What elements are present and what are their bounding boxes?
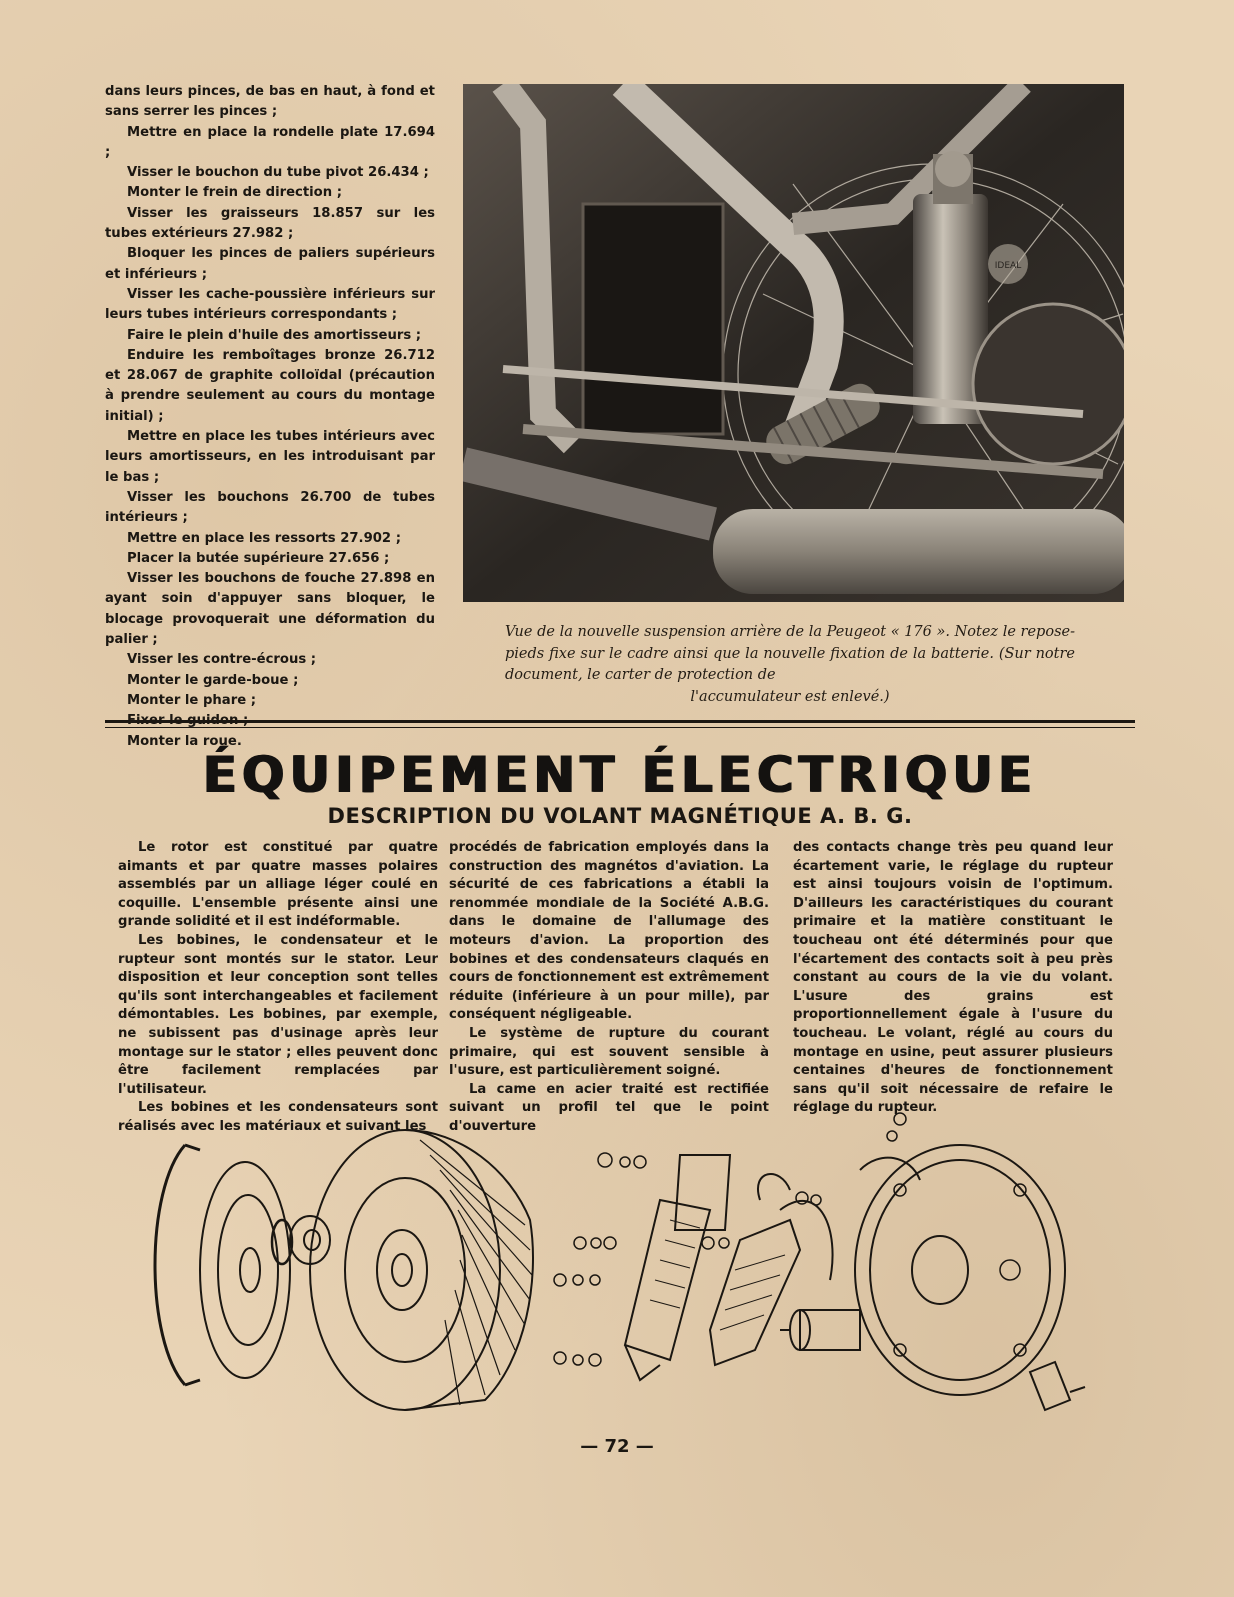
instruction-line: dans leurs pinces, de bas en haut, à fond et sans serrer les pinces ; — [105, 84, 435, 120]
instruction-line: Visser les bouchons de fouche 27.898 en ayant soin d'appuyer sans bloquer, le blocage provoquerait une déformation du palier ; — [105, 571, 435, 648]
instruction-line: Fixer le guidon ; — [127, 713, 249, 729]
instruction-line: Visser les graisseurs 18.857 sur les tubes extérieurs 27.982 ; — [105, 205, 435, 242]
instruction-line: Placer la butée supérieure 27.656 ; — [127, 550, 390, 566]
suspension-photo — [463, 84, 1124, 602]
instruction-line: Monter la roue. — [127, 733, 242, 749]
paragraph: des contacts change très peu quand leur écartement varie, le réglage du rupteur est ainsi toujours voisin de l'optimum. D'ailleurs les caractéristiques du courant primaire et la matière constituant le toucheau ont été déterminés pour que l'écartement des contacts soit à peu près constant au cours de la vie du volant. L'usure des grains est proportionnellement égale à l'usure du toucheau. Le volant, réglé au cours du montage en usine, peut assurer plusieurs centaines d'heures de fonctionnement sans qu'il soit nécessaire de refaire le réglage du rupteur. — [793, 840, 1113, 1116]
instruction-line: Faire le plein d'huile des amortisseurs ; — [127, 327, 422, 343]
article-column-3 — [793, 839, 1113, 1118]
caption-last-line: l'accumulateur est enlevé.) — [690, 688, 890, 705]
paragraph: La came en acier traité est rectifiée suivant un profil tel que le point d'ouverture — [449, 1081, 769, 1134]
paragraph: Le rotor est constitué par quatre aimants et par quatre masses polaires assemblés par un alliage léger coulé en coquille. L'ensemble présente ainsi une grande solidité et il est indéformable. — [118, 840, 438, 930]
instruction-line: Mettre en place la rondelle plate 17.694 ; — [105, 124, 435, 160]
instruction-line: Visser les cache-poussière inférieurs sur leurs tubes intérieurs correspondants ; — [105, 286, 435, 323]
instruction-line: Enduire les remboîtages bronze 26.712 et 28.067 de graphite colloïdal (précaution à prendre seulement au cours du montage initial) ; — [105, 347, 435, 424]
instruction-line: Visser les bouchons 26.700 de tubes intérieurs ; — [105, 489, 435, 526]
instruction-line: Bloquer les pinces de paliers supérieurs et inférieurs ; — [105, 246, 435, 282]
article-column-2 — [449, 839, 769, 1137]
instruction-line: Mettre en place les ressorts 27.902 ; — [127, 530, 401, 546]
photo-badge-text: IDEAL — [994, 261, 1022, 271]
paragraph: procédés de fabrication employés dans la construction des magnétos d'aviation. La sécurité de ces fabrications a établi la renommée mondiale de la Société A.B.G. dans le domaine de l'allumage des moteurs d'avion. La proportion des bobines et des condensateurs claqués en cours de fonctionnement est extrêmement réduite (inférieure à un pour mille), par conséquent négligeable. — [449, 840, 769, 1023]
article-body — [106, 839, 1136, 1134]
instruction-line: Monter le phare ; — [127, 692, 257, 708]
instruction-line: Monter le garde-boue ; — [127, 672, 299, 688]
section-title: ÉQUIPEMENT ÉLECTRIQUE — [202, 746, 1038, 804]
caption-main: Vue de la nouvelle suspension arrière de la Peugeot « 176 ». Notez le repose-pieds fixe sur le cadre ainsi que la nouvelle fixation de la batterie. (Sur notre document, le carter de protection de — [505, 624, 1075, 683]
photo-caption — [505, 622, 1075, 708]
page-number: — 72 — — [580, 1436, 654, 1457]
instruction-column — [105, 82, 435, 752]
instruction-line: Mettre en place les tubes intérieurs avec leurs amortisseurs, en les introduisant par le bas ; — [105, 429, 435, 485]
paragraph: Le système de rupture du courant primaire, qui est souvent sensible à l'usure, est particulièrement soigné. — [449, 1025, 769, 1079]
instruction-line: Monter le frein de direction ; — [127, 185, 342, 201]
section-subtitle: DESCRIPTION DU VOLANT MAGNÉTIQUE A. B. G. — [327, 804, 913, 828]
paragraph: Les bobines, le condensateur et le rupteur sont montés sur le stator. Leur disposition et leur conception sont telles qu'ils sont interchangeables et facilement démontables. Les bobines, par exemple, ne subissent pas d'usinage après leur montage sur le stator ; elles peuvent donc être facilement remplacées par l'utilisateur. — [118, 932, 438, 1097]
section-divider — [105, 720, 1135, 728]
instruction-line: Visser les contre-écrous ; — [127, 652, 317, 668]
magneto-exploded-drawing — [140, 1110, 1100, 1420]
article-column-1 — [118, 839, 438, 1137]
paragraph: Les bobines et les condensateurs sont réalisés avec les matériaux et suivant les — [118, 1100, 438, 1134]
instruction-line: Visser le bouchon du tube pivot 26.434 ; — [127, 165, 429, 181]
